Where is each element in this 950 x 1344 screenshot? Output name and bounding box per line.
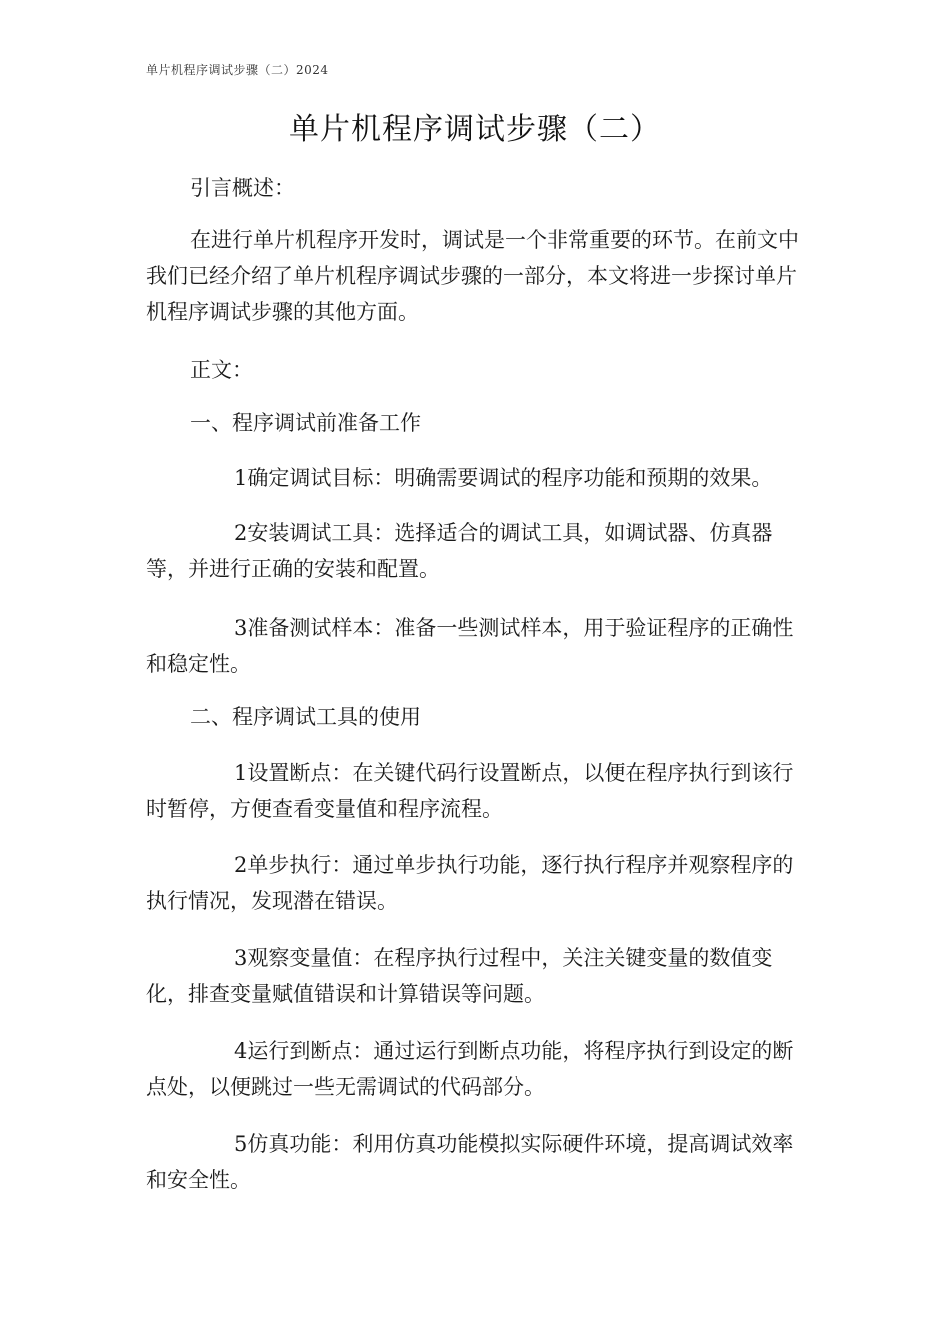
running-header: 单片机程序调试步骤（二）2024: [146, 63, 329, 77]
list-item: 5仿真功能：利用仿真功能模拟实际硬件环境，提高调试效率和安全性。: [146, 1132, 794, 1192]
list-item: 3观察变量值：在程序执行过程中，关注关键变量的数值变化，排查变量赋值错误和计算错误等问题。: [146, 946, 773, 1006]
list-item: 1确定调试目标：明确需要调试的程序功能和预期的效果。: [234, 466, 773, 490]
list-item: 4运行到断点：通过运行到断点功能，将程序执行到设定的断点处，以便跳过一些无需调试的代码部分。: [146, 1039, 794, 1099]
list-item: 3准备测试样本：准备一些测试样本，用于验证程序的正确性和稳定性。: [146, 616, 794, 676]
document-title: 单片机程序调试步骤（二）: [289, 112, 661, 147]
list-item: 2单步执行：通过单步执行功能，逐行执行程序并观察程序的执行情况，发现潜在错误。: [146, 853, 794, 913]
list-item: 2安装调试工具：选择适合的调试工具，如调试器、仿真器等，并进行正确的安装和配置。: [146, 521, 773, 581]
intro-paragraph: 在进行单片机程序开发时，调试是一个非常重要的环节。在前文中我们已经介绍了单片机程序调试步骤的一部分，本文将进一步探讨单片机程序调试步骤的其他方面。: [146, 228, 799, 324]
section-heading-1: 一、程序调试前准备工作: [190, 411, 421, 435]
section-heading-2: 二、程序调试工具的使用: [190, 705, 421, 729]
body-heading: 正文：: [190, 358, 253, 382]
list-item: 1设置断点：在关键代码行设置断点，以便在程序执行到该行时暂停，方便查看变量值和程序流程。: [146, 761, 794, 821]
intro-heading: 引言概述：: [190, 176, 295, 200]
